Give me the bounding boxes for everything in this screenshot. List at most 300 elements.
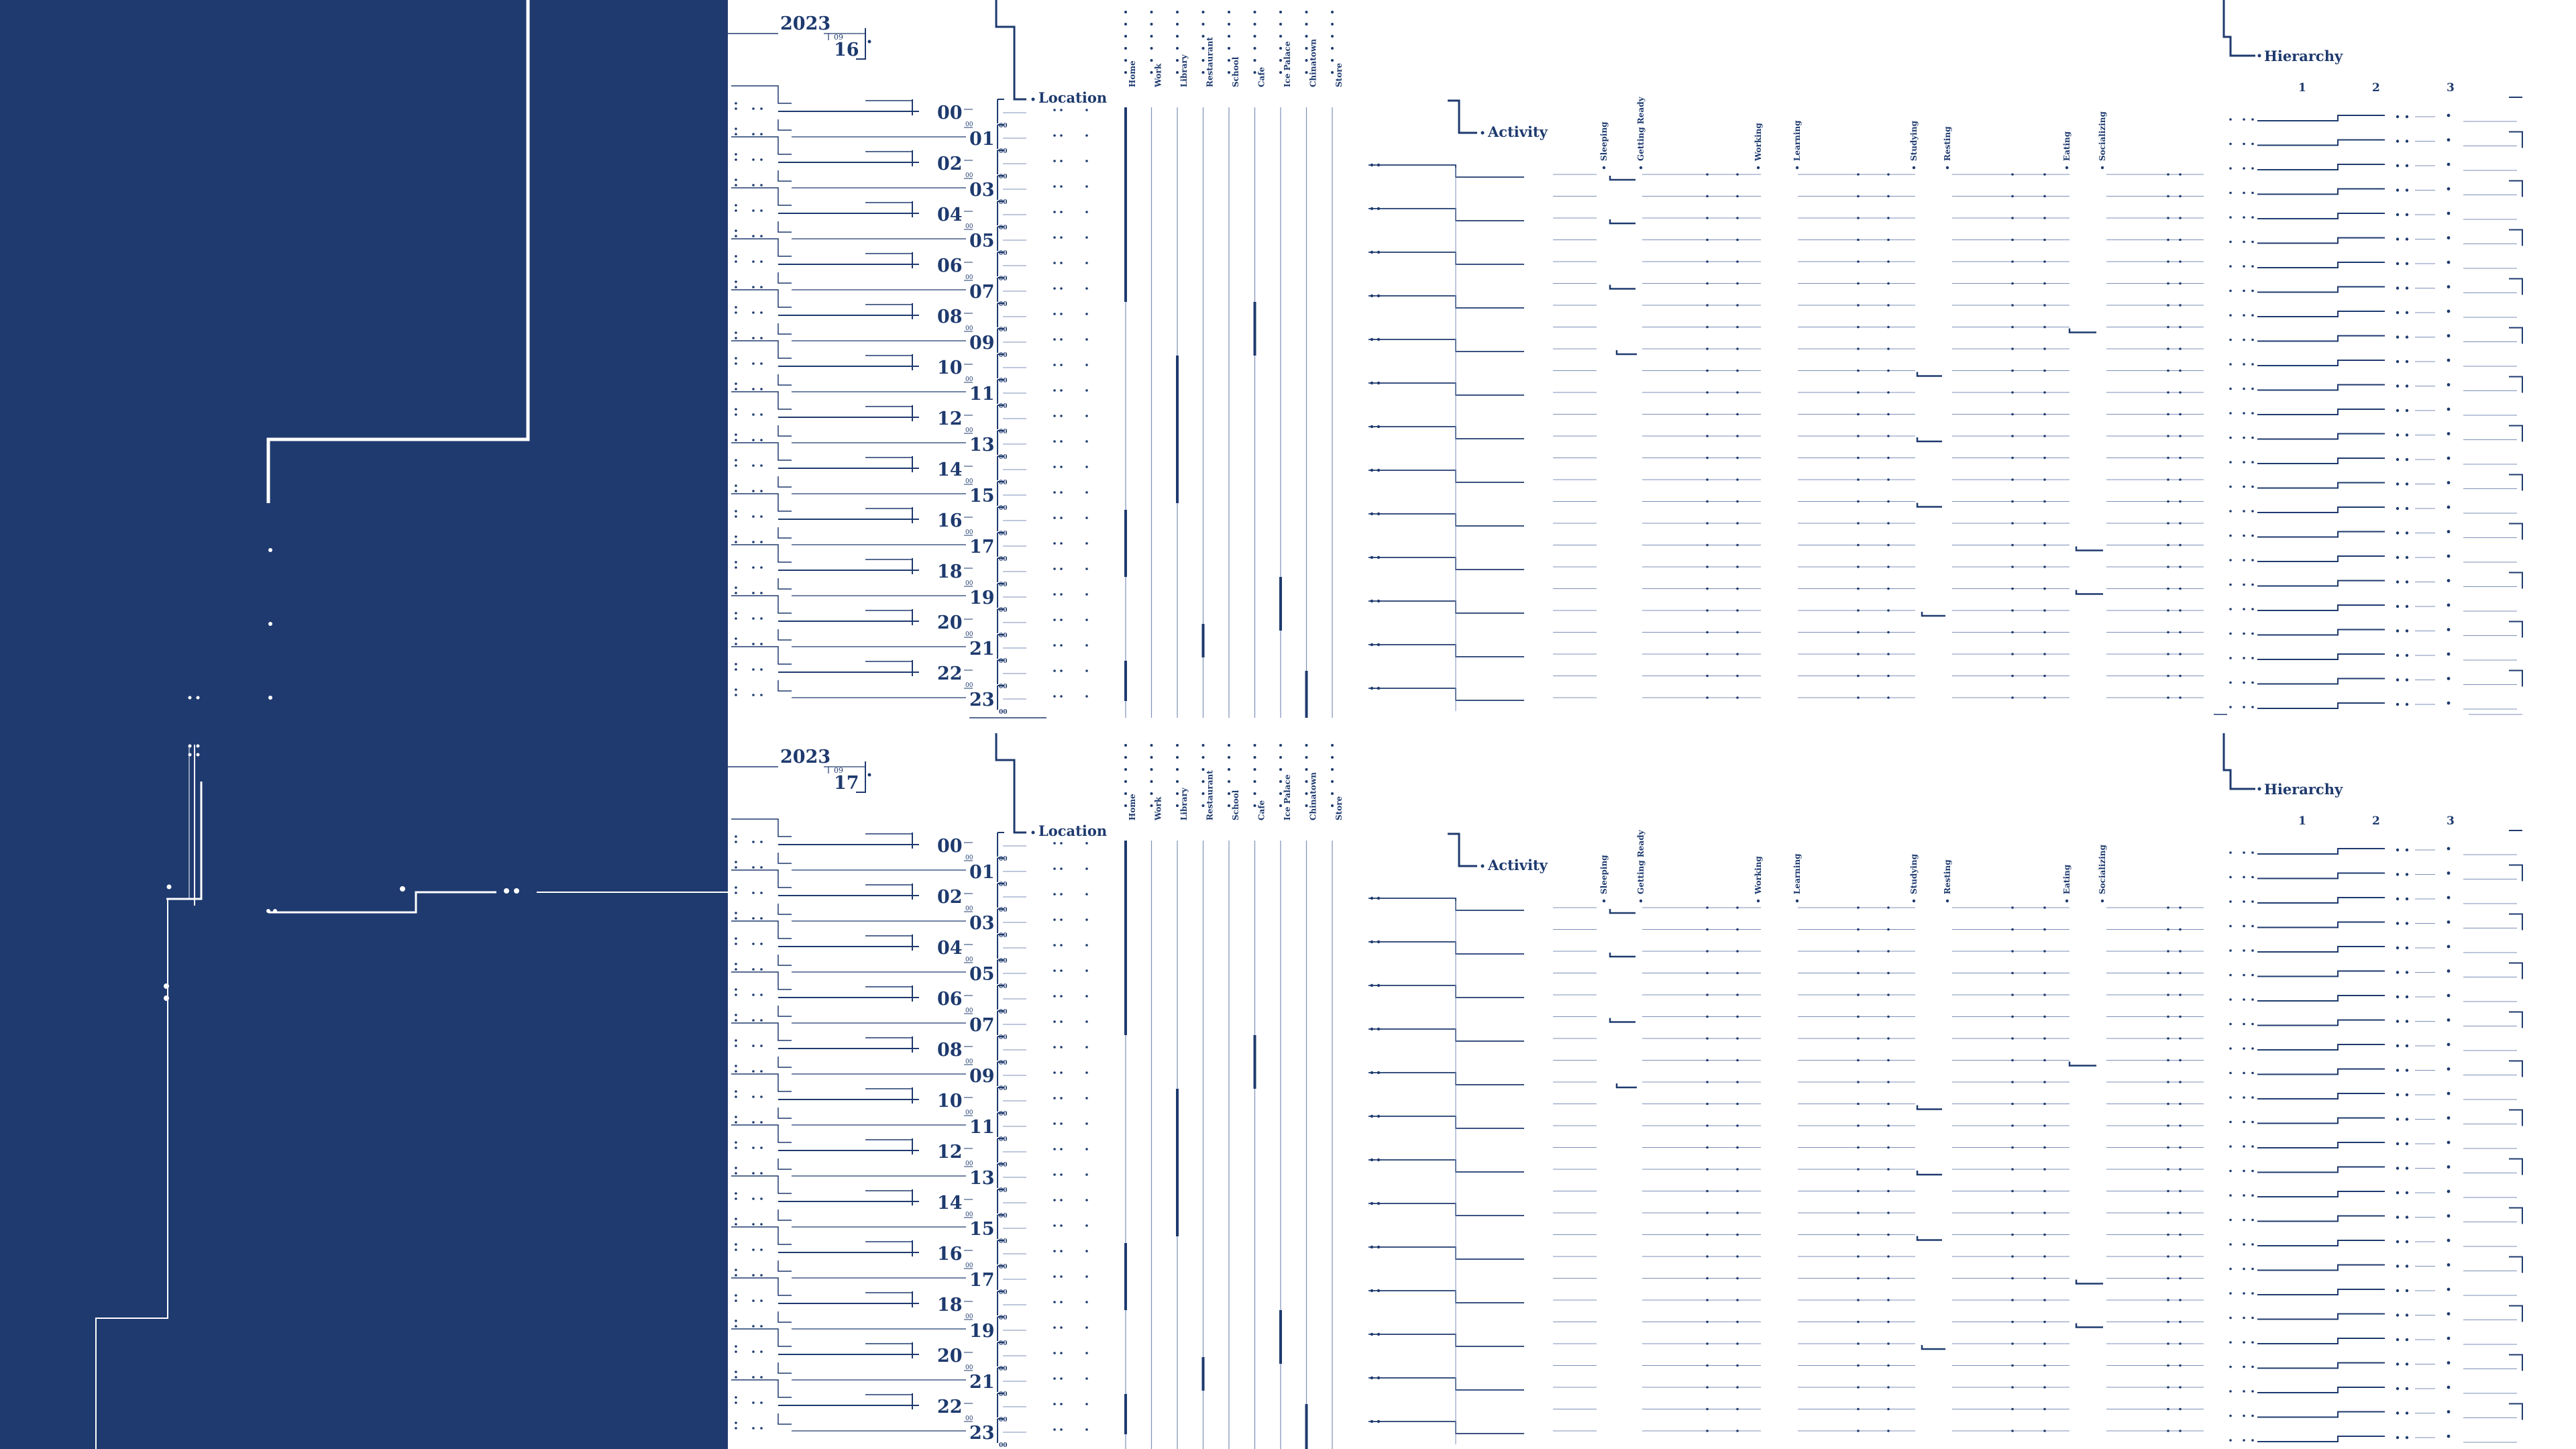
row-step	[731, 1227, 792, 1244]
hierarchy-row-dot	[2229, 535, 2232, 537]
row-dot	[1053, 491, 1056, 494]
activity-row-dot	[1887, 370, 1890, 372]
hierarchy-step	[2257, 409, 2385, 415]
activity-row-dot	[2167, 1342, 2169, 1345]
activity-row-dot	[2179, 1342, 2182, 1345]
location-column-dot	[1124, 744, 1127, 747]
hierarchy-row-dot	[2229, 1047, 2232, 1050]
location-column-dot	[1305, 804, 1308, 807]
row-step	[731, 494, 792, 511]
activity-row-dot	[1706, 1190, 1709, 1193]
hierarchy-row-dot	[2447, 994, 2451, 998]
activity-row-dot	[1706, 478, 1709, 481]
activity-row-dot	[1887, 1321, 1890, 1324]
activity-row-dot	[1706, 609, 1709, 612]
activity-row-dot	[1706, 413, 1709, 416]
hour-sub-mark: 00	[965, 376, 973, 383]
activity-dot-mark	[2065, 166, 2068, 169]
row-dot	[735, 988, 737, 991]
row-dot	[1053, 1403, 1056, 1405]
activity-row-dot	[2043, 1430, 2046, 1432]
row-dot	[1085, 1428, 1088, 1431]
activity-row-dot	[2043, 347, 2046, 350]
row-dot	[752, 968, 755, 971]
hour-sub-mark: 00	[965, 1263, 973, 1269]
row-dot	[735, 1167, 737, 1169]
row-dot	[735, 1243, 737, 1246]
activity-row-dot	[2179, 1277, 2182, 1280]
activity-row-dot	[2179, 950, 2182, 953]
hour-sub-mark: 00	[965, 855, 973, 861]
activity-row-dot	[2167, 347, 2169, 350]
hour-sub-mark: 00	[965, 529, 973, 536]
hierarchy-row-dot	[2229, 584, 2232, 586]
location-column-dot	[1305, 792, 1308, 795]
activity-row-dot	[2167, 566, 2169, 568]
activity-dot	[1481, 131, 1485, 135]
location-label-school: School	[1231, 790, 1240, 820]
row-dot	[760, 1172, 763, 1175]
activity-row-dot	[1857, 950, 1860, 953]
activity-row-dot	[2011, 972, 2014, 975]
hierarchy-step	[2257, 1118, 2385, 1124]
hour-label-07: 07	[969, 1015, 995, 1036]
hour-label-20: 20	[937, 1346, 963, 1366]
location-label-restaurant: Restaurant	[1205, 770, 1215, 820]
activity-row-dot	[2011, 435, 2014, 437]
activity-row-dot	[1736, 1168, 1739, 1171]
location-column-dot	[1176, 71, 1179, 74]
location-column-dot	[1254, 71, 1256, 74]
row-dot	[760, 1197, 763, 1200]
activity-row-dot	[2167, 1386, 2169, 1389]
hierarchy-row-dot	[2396, 971, 2399, 973]
hierarchy-row-dot	[2396, 335, 2399, 338]
hierarchy-title: Hierarchy	[2264, 48, 2343, 64]
hierarchy-row-dot	[2243, 682, 2245, 684]
hierarchy-row-dot	[2447, 114, 2451, 117]
location-label-home: Home	[1128, 60, 1137, 87]
location-label-work: Work	[1153, 63, 1163, 87]
location-column-dot	[1124, 71, 1127, 74]
row-dot	[760, 337, 763, 339]
row-dot	[1085, 389, 1088, 392]
row-dot	[1060, 995, 1063, 998]
hierarchy-row-dot	[2229, 1243, 2232, 1246]
hierarchy-step	[2257, 996, 2385, 1001]
hierarchy-row-dot	[2229, 608, 2232, 610]
row-dot	[1053, 338, 1056, 341]
row-dot	[735, 886, 737, 889]
row-dot	[735, 835, 737, 838]
row-dot	[1085, 593, 1088, 596]
hierarchy-row-dot	[2447, 212, 2451, 215]
row-dot	[735, 107, 737, 110]
activity-row-dot	[2179, 500, 2182, 503]
hour-sub-mark: 00	[999, 1213, 1008, 1220]
hierarchy-row-dot	[2406, 1387, 2408, 1390]
hierarchy-row-dot	[2243, 143, 2245, 146]
row-dot	[752, 158, 755, 161]
activity-row-dot	[2179, 1386, 2182, 1389]
hierarchy-row-dot	[2243, 412, 2245, 415]
hierarchy-row-dot	[2229, 118, 2232, 121]
hierarchy-row-dot	[2396, 213, 2399, 216]
row-dot	[1085, 1020, 1088, 1023]
activity-row-dot	[2167, 1037, 2169, 1040]
hour-sub-mark: 00	[999, 148, 1008, 155]
location-column-dot	[1228, 47, 1230, 50]
hierarchy-row-dot	[2251, 486, 2254, 488]
hour-sub-mark: 00	[965, 1415, 973, 1422]
hierarchy-row-dot	[2406, 947, 2408, 949]
hierarchy-row-dot	[2406, 1240, 2408, 1243]
hierarchy-row-dot	[2243, 1023, 2245, 1026]
row-dot	[1060, 1275, 1063, 1278]
activity-row-dot	[1887, 1234, 1890, 1236]
location-label-library: Library	[1179, 788, 1189, 820]
row-dot	[1053, 593, 1056, 596]
activity-row-dot	[1736, 1430, 1739, 1432]
hierarchy-row-dot	[2243, 486, 2245, 488]
row-step	[778, 955, 792, 965]
hierarchy-row-dot	[2447, 579, 2451, 582]
activity-label-learning: Learning	[1792, 853, 1802, 894]
hierarchy-row-dot	[2396, 1142, 2399, 1145]
row-dot	[752, 1172, 755, 1175]
activity-row-dot	[2043, 1386, 2046, 1389]
activity-row-dot	[2011, 1321, 2014, 1324]
row-dot	[735, 1065, 737, 1067]
hierarchy-right-bracket	[2509, 1404, 2522, 1420]
location-column-dot	[1150, 35, 1153, 38]
activity-row-dot	[1857, 522, 1860, 525]
hierarchy-step	[2257, 703, 2385, 708]
hour-sub-mark: 00	[999, 907, 1008, 914]
hierarchy-row-dot	[2447, 187, 2451, 191]
row-dot	[1085, 236, 1088, 239]
hour-label-07: 07	[969, 282, 995, 303]
row-dot	[735, 1396, 737, 1399]
activity-row-dot	[1706, 1299, 1709, 1301]
row-dot	[752, 892, 755, 894]
row-dot	[1085, 969, 1088, 972]
activity-row-dot	[1887, 1277, 1890, 1280]
row-dot	[752, 260, 755, 263]
row-dot	[1085, 1250, 1088, 1252]
hour-label-03: 03	[969, 913, 995, 934]
activity-row-dot	[1736, 928, 1739, 931]
hierarchy-row-dot	[2229, 974, 2232, 977]
hierarchy-row-dot	[2447, 1312, 2451, 1316]
row-step	[731, 1125, 792, 1142]
activity-row-dot	[2167, 1059, 2169, 1062]
activity-row-dot	[2167, 522, 2169, 525]
row-dot	[735, 357, 737, 360]
activity-row-dot	[1857, 326, 1860, 329]
hour-sub-mark: 00	[965, 1212, 973, 1218]
activity-row-dot	[1736, 391, 1739, 394]
activity-dot-mark	[2101, 900, 2104, 902]
location-column-dot	[1150, 804, 1153, 807]
activity-row-dot	[1857, 609, 1860, 612]
row-dot	[1060, 893, 1063, 896]
activity-row-dot	[1706, 1037, 1709, 1040]
hour-label-20: 20	[937, 612, 963, 633]
hierarchy-row-dot	[2251, 1096, 2254, 1099]
activity-row-dot	[1736, 522, 1739, 525]
location-column-dot	[1279, 47, 1282, 50]
activity-row-dot	[2043, 1212, 2046, 1214]
row-step	[778, 904, 792, 914]
activity-row-dot	[1887, 1016, 1890, 1018]
activity-row-dot	[1857, 544, 1860, 547]
row-dot	[752, 311, 755, 314]
hierarchy-step	[2257, 898, 2385, 903]
activity-row-dot	[1857, 696, 1860, 699]
row-step	[731, 1329, 792, 1346]
activity-row-dot	[2179, 696, 2182, 699]
hierarchy-step	[2257, 1314, 2385, 1320]
activity-bar	[1917, 1236, 1942, 1240]
activity-row-dot	[1736, 1321, 1739, 1324]
activity-row-dot	[2179, 370, 2182, 372]
hierarchy-row-dot	[2447, 138, 2451, 142]
hierarchy-level-2: 2	[2372, 814, 2380, 828]
activity-row-dot	[2011, 1277, 2014, 1280]
activity-row-dot	[2167, 1255, 2169, 1258]
row-step	[778, 527, 792, 538]
hierarchy-row-dot	[2396, 873, 2399, 875]
hierarchy-row-dot	[2406, 189, 2408, 191]
row-dot	[735, 943, 737, 945]
hierarchy-row-dot	[2396, 360, 2399, 363]
row-dot	[752, 1376, 755, 1379]
row-dot	[760, 388, 763, 390]
activity-row-dot	[1706, 1212, 1709, 1214]
row-step	[778, 170, 792, 181]
row-dot	[760, 617, 763, 620]
hierarchy-row-dot	[2447, 1043, 2451, 1046]
row-step	[778, 1362, 792, 1373]
row-dot	[735, 235, 737, 237]
row-step	[731, 86, 792, 103]
row-dot	[735, 668, 737, 671]
hierarchy-step	[2257, 1265, 2385, 1271]
activity-row-dot	[1857, 478, 1860, 481]
location-column-dot	[1331, 756, 1334, 759]
hierarchy-row-dot	[2251, 1023, 2254, 1026]
activity-row-dot	[2011, 994, 2014, 996]
row-dot	[752, 1248, 755, 1251]
row-step	[778, 272, 792, 283]
activity-row-step	[1368, 339, 1524, 352]
activity-row-dot	[1736, 500, 1739, 503]
row-dot	[1085, 134, 1088, 137]
hierarchy-row-dot	[2406, 873, 2408, 875]
row-dot	[735, 464, 737, 467]
row-dot	[752, 362, 755, 365]
hierarchy-row-dot	[2396, 531, 2399, 534]
activity-dot-mark	[1913, 166, 1915, 169]
row-step	[731, 341, 792, 358]
row-dot	[735, 153, 737, 156]
row-dot	[735, 178, 737, 181]
activity-dot-mark	[1603, 166, 1605, 169]
hierarchy-row-dot	[2243, 1194, 2245, 1197]
activity-row-dot	[2167, 1299, 2169, 1301]
hierarchy-row-dot	[2406, 1191, 2408, 1194]
row-dot	[735, 484, 737, 487]
row-dot	[1085, 1326, 1088, 1329]
hierarchy-row-dot	[2396, 458, 2399, 461]
activity-label-socializing: Socializing	[2098, 111, 2107, 161]
row-dot	[1053, 1352, 1056, 1354]
row-dot	[760, 209, 763, 212]
activity-row-dot	[2167, 906, 2169, 909]
location-bracket	[996, 0, 1026, 99]
hierarchy-row-dot	[2229, 1096, 2232, 1099]
row-dot	[1060, 644, 1063, 647]
hour-sub-mark: 00	[999, 1417, 1008, 1424]
activity-row-dot	[1736, 1408, 1739, 1411]
hour-label-22: 22	[937, 1397, 963, 1417]
row-dot	[735, 388, 737, 390]
hierarchy-row-dot	[2396, 1118, 2399, 1120]
row-dot	[1060, 1173, 1063, 1176]
row-dot	[735, 1070, 737, 1073]
hierarchy-right-bracket	[2509, 865, 2522, 881]
location-column-dot	[1228, 792, 1230, 795]
row-dot	[1085, 185, 1088, 188]
hour-sub-mark: 00	[999, 658, 1008, 665]
hierarchy-row-dot	[2229, 486, 2232, 488]
activity-row-dot	[1736, 1364, 1739, 1367]
hierarchy-row-dot	[2243, 118, 2245, 121]
activity-row-dot	[2179, 1168, 2182, 1171]
hierarchy-row-dot	[2396, 1044, 2399, 1047]
hierarchy-row-dot	[2396, 1216, 2399, 1218]
row-dot	[1085, 568, 1088, 570]
hierarchy-row-dot	[2396, 409, 2399, 412]
row-dot	[1085, 695, 1088, 698]
row-dot	[1060, 1199, 1063, 1201]
activity-row-dot	[2167, 500, 2169, 503]
location-column-dot	[1176, 756, 1179, 759]
hour-sub-mark: 00	[999, 1162, 1008, 1169]
location-dot	[1032, 831, 1035, 835]
activity-row-dot	[1736, 457, 1739, 460]
hierarchy-right-bracket	[2509, 914, 2522, 930]
hierarchy-row-dot	[2229, 851, 2232, 854]
hour-label-18: 18	[937, 1295, 963, 1316]
activity-row-dot	[2179, 326, 2182, 329]
hierarchy-row-dot	[2251, 1341, 2254, 1344]
hour-label-04: 04	[937, 938, 963, 959]
row-dot	[760, 566, 763, 569]
activity-row-step	[1368, 1160, 1524, 1172]
location-column-dot	[1124, 756, 1127, 759]
activity-bar	[1617, 1083, 1637, 1087]
hierarchy-step	[2257, 581, 2385, 586]
hour-sub-mark: 00	[999, 1060, 1008, 1067]
hierarchy-row-dot	[2229, 241, 2232, 244]
hierarchy-step	[2257, 1069, 2385, 1075]
row-dot	[760, 1146, 763, 1149]
row-dot	[1085, 1148, 1088, 1150]
hierarchy-row-dot	[2396, 1069, 2399, 1071]
day-label: 16	[834, 40, 859, 60]
row-dot	[1053, 669, 1056, 672]
hierarchy-row-dot	[2251, 1317, 2254, 1320]
row-dot	[1053, 1224, 1056, 1227]
row-dot	[1060, 1020, 1063, 1023]
activity-row-dot	[2179, 1103, 2182, 1106]
hierarchy-row-dot	[2406, 849, 2408, 851]
row-dot	[735, 1039, 737, 1042]
row-dot	[760, 1070, 763, 1073]
activity-bar	[1917, 1106, 1942, 1110]
activity-row-dot	[2179, 631, 2182, 634]
activity-row-dot	[1857, 972, 1860, 975]
hour-sub-mark: 00	[999, 1315, 1008, 1322]
activity-row-dot	[1857, 1408, 1860, 1411]
row-dot	[1060, 1148, 1063, 1150]
row-dot	[760, 841, 763, 843]
activity-row-dot	[2043, 239, 2046, 241]
activity-row-dot	[1736, 653, 1739, 655]
row-dot	[752, 133, 755, 136]
hierarchy-row-dot	[2251, 633, 2254, 635]
hierarchy-row-dot	[2406, 1436, 2408, 1439]
row-dot	[1060, 364, 1063, 366]
row-dot	[760, 943, 763, 945]
row-dot	[760, 1044, 763, 1047]
hierarchy-title: Hierarchy	[2264, 781, 2343, 798]
activity-bar	[1922, 612, 1945, 616]
activity-row-dot	[2043, 500, 2046, 503]
row-dot	[735, 515, 737, 518]
hierarchy-row-dot	[2243, 1366, 2245, 1368]
location-column-dot	[1228, 35, 1230, 38]
row-dot	[760, 413, 763, 416]
hierarchy-row-dot	[2251, 851, 2254, 854]
location-column-dot	[1150, 11, 1153, 13]
activity-row-dot	[1857, 1299, 1860, 1301]
activity-bar	[1917, 372, 1942, 376]
row-dot	[1085, 517, 1088, 519]
activity-row-dot	[2179, 391, 2182, 394]
row-dot	[735, 286, 737, 288]
activity-row-dot	[2043, 544, 2046, 547]
activity-row-dot	[1706, 370, 1709, 372]
activity-row-dot	[1887, 544, 1890, 547]
hierarchy-row-dot	[2243, 314, 2245, 317]
activity-row-dot	[2167, 1364, 2169, 1367]
location-column-dot	[1150, 23, 1153, 25]
activity-row-dot	[2167, 1234, 2169, 1236]
row-step	[778, 578, 792, 589]
row-dot	[735, 1325, 737, 1328]
activity-dot-mark	[1946, 166, 1949, 169]
location-column-dot	[1202, 804, 1205, 807]
hierarchy-row-dot	[2406, 1069, 2408, 1071]
activity-label-learning: Learning	[1792, 120, 1802, 161]
activity-row-dot	[1857, 1364, 1860, 1367]
row-dot	[1085, 1097, 1088, 1099]
hour-sub-mark: 00	[999, 1009, 1008, 1016]
row-dot	[760, 490, 763, 492]
